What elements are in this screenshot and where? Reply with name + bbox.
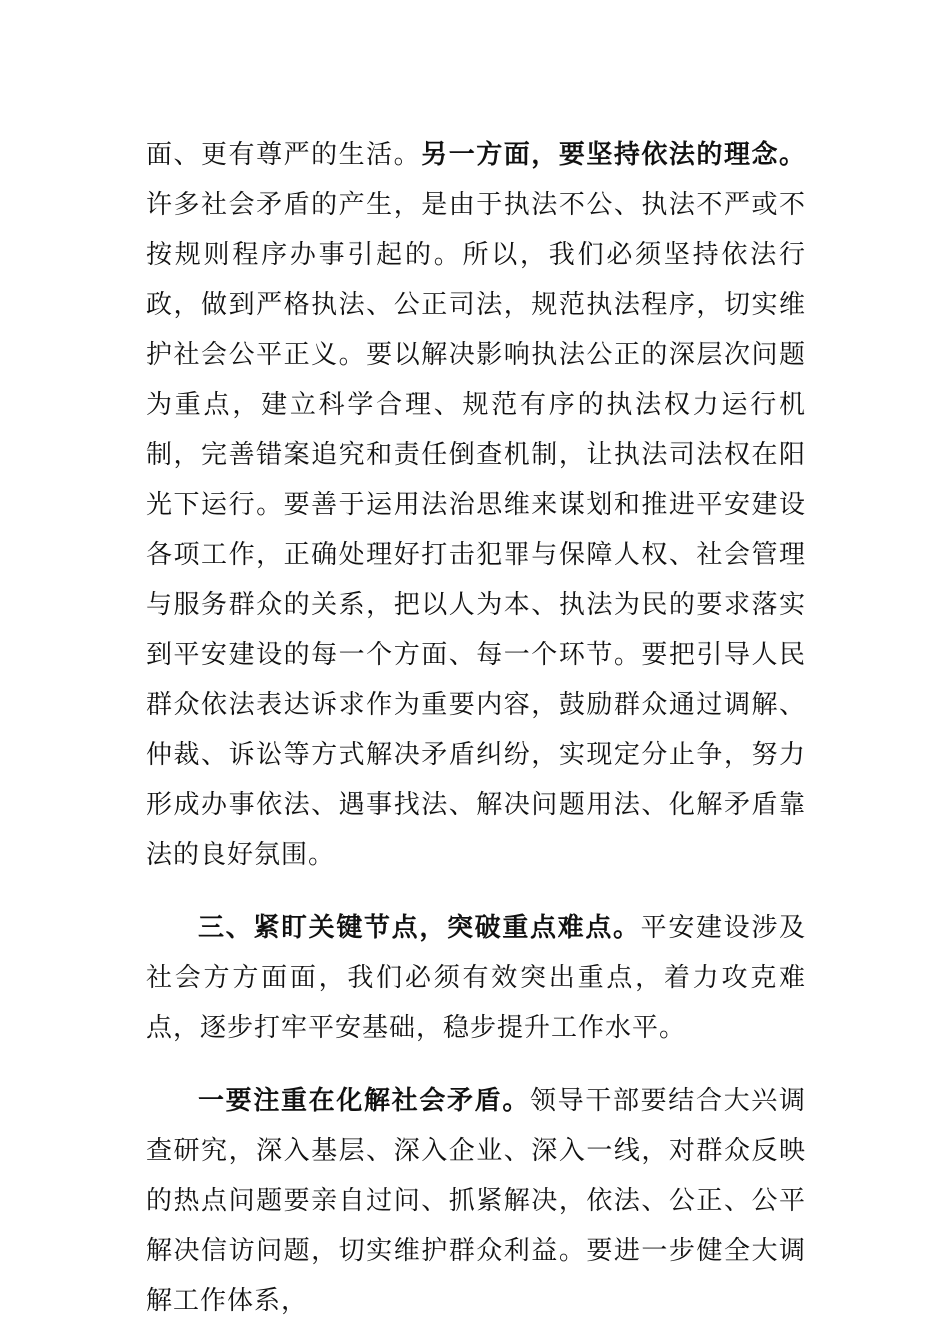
paragraph-text: 许多社会矛盾的产生，是由于执法不公、执法不严或不按规则程序办事引起的。所以，我们必须坚持依法行政，做到严格执法、公正司法，规范执法程序，切实维护社会公平正义。要以解决影响执法公正的深层次问题为重点，建立科学合理、规范有序的执法权力运行机制，完善错案追究和责任倒查机制，让执法司法权在阳光下运行。要善于运用法治思维来谋划和推进平安建设各项工作，正确处理好打击犯罪与保障人权、社会管理与服务群众的关系，把以人为本、执法为民的要求落实到平安建设的每一个方面、每一个环节。要把引导人民群众依法表达诉求作为重要内容，鼓励群众通过调解、仲裁、诉讼等方式解决矛盾纠纷，实现定分止争，努力形成办事依法、遇事找法、解决问题用法、化解矛盾靠法的良好氛围。 (146, 190, 806, 870)
paragraph-resolve-conflicts (146, 1076, 806, 1326)
document-body (146, 130, 806, 1326)
paragraph-heading: 另一方面，要坚持依法的理念。 (421, 140, 806, 170)
paragraph-rule-of-law (146, 130, 806, 880)
section-heading: 三、紧盯关键节点，突破重点难点。 (198, 913, 641, 943)
paragraph-text: 平安建设涉及社会方方面面，我们必须有效突出重点，着力攻克难点，逐步打牢平安基础，稳步提升工作水平。 (146, 913, 806, 1043)
paragraph-heading: 一要注重在化解社会矛盾。 (198, 1086, 530, 1116)
paragraph-lead-text: 面、更有尊严的生活。 (146, 140, 422, 170)
paragraph-section-three (146, 903, 806, 1053)
paragraph-text: 领导干部要结合大兴调查研究，深入基层、深入企业、深入一线，对群众反映的热点问题要亲自过问、抓紧解决，依法、公正、公平解决信访问题，切实维护群众利益。要进一步健全大调解工作体系， (146, 1086, 806, 1316)
